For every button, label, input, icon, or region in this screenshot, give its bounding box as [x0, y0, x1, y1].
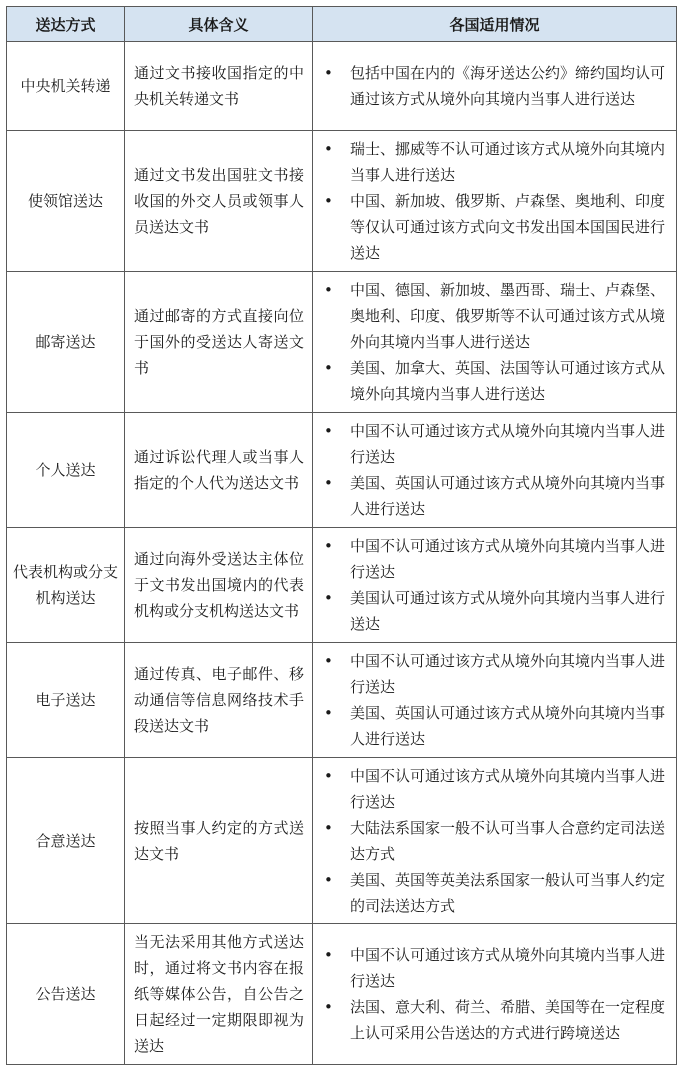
list-item [324, 355, 668, 407]
method-cell: 个人送达 [7, 413, 125, 528]
meaning-cell: 按照当事人约定的方式送达文书 [125, 758, 313, 924]
list-item-text: 美国、英国认可通过该方式从境外向其境内当事人进行送达 [350, 474, 666, 518]
header-meaning: 具体含义 [125, 7, 313, 42]
list-item [324, 994, 668, 1046]
bullet-icon: • [324, 704, 333, 722]
situation-cell [313, 758, 677, 924]
table-row [7, 42, 677, 131]
situation-cell [313, 528, 677, 643]
situation-cell [313, 42, 677, 131]
list-item-text: 中国、新加坡、俄罗斯、卢森堡、奥地利、印度等仅认可通过该方式向文书发出国本国国民进行送达 [350, 192, 666, 262]
bullet-icon: • [324, 140, 333, 158]
bullet-icon: • [324, 818, 333, 837]
list-item [324, 277, 668, 355]
meaning-cell: 通过文书发出国驻文书接收国的外交人员或领事人员送达文书 [125, 131, 313, 272]
list-item [324, 700, 668, 752]
situation-cell [313, 272, 677, 413]
list-item-text: 美国、英国认可通过该方式从境外向其境内当事人进行送达 [350, 704, 666, 748]
method-cell: 代表机构或分支机构送达 [7, 528, 125, 643]
meaning-cell: 通过诉讼代理人或当事人指定的个人代为送达文书 [125, 413, 313, 528]
list-item [324, 136, 668, 188]
situation-cell [313, 131, 677, 272]
table-row [7, 924, 677, 1065]
bullet-icon: • [324, 422, 333, 440]
method-cell: 合意送达 [7, 758, 125, 924]
bullet-icon: • [324, 474, 333, 492]
list-item-text: 中国不认可通过该方式从境外向其境内当事人进行送达 [350, 422, 666, 466]
bullet-icon: • [324, 946, 333, 964]
method-cell: 邮寄送达 [7, 272, 125, 413]
list-item [324, 585, 668, 637]
list-item [324, 188, 668, 266]
method-cell: 电子送达 [7, 643, 125, 758]
header-row [7, 7, 677, 42]
bullet-icon: • [324, 64, 333, 82]
meaning-cell: 通过文书接收国指定的中央机关转递文书 [125, 42, 313, 131]
list-item [324, 763, 668, 815]
list-item [324, 533, 668, 585]
list-item-text: 中国不认可通过该方式从境外向其境内当事人进行送达 [350, 652, 666, 696]
list-item [324, 867, 668, 919]
bullet-icon: • [324, 537, 333, 555]
list-item [324, 648, 668, 700]
list-item-text: 中国不认可通过该方式从境外向其境内当事人进行送达 [350, 766, 666, 811]
header-method: 送达方式 [7, 7, 125, 42]
table-row [7, 131, 677, 272]
list-item-text: 美国认可通过该方式从境外向其境内当事人进行送达 [350, 589, 666, 633]
table-row [7, 643, 677, 758]
list-item [324, 418, 668, 470]
meaning-cell: 通过传真、电子邮件、移动通信等信息网络技术手段送达文书 [125, 643, 313, 758]
meaning-cell: 通过向海外受送达主体位于文书发出国境内的代表机构或分支机构送达文书 [125, 528, 313, 643]
list-item-text: 法国、意大利、荷兰、希腊、美国等在一定程度上认可采用公告送达的方式进行跨境送达 [350, 998, 666, 1042]
list-item [324, 470, 668, 522]
table-row [7, 413, 677, 528]
situation-cell [313, 643, 677, 758]
situation-cell [313, 924, 677, 1065]
list-item [324, 60, 668, 112]
method-cell: 使领馆送达 [7, 131, 125, 272]
service-methods-table [6, 6, 677, 1065]
bullet-icon: • [324, 652, 333, 670]
bullet-icon: • [324, 766, 333, 785]
list-item-text: 中国不认可通过该方式从境外向其境内当事人进行送达 [350, 946, 666, 990]
meaning-cell: 当无法采用其他方式送达时，通过将文书内容在报纸等媒体公告，自公告之日起经过一定期限即视为送达 [125, 924, 313, 1065]
list-item [324, 815, 668, 867]
list-item-text: 美国、英国等英美法系国家一般认可当事人约定的司法送达方式 [350, 870, 666, 915]
table-row [7, 528, 677, 643]
bullet-icon: • [324, 998, 333, 1016]
table-row [7, 758, 677, 924]
header-situation: 各国适用情况 [313, 7, 677, 42]
method-cell: 公告送达 [7, 924, 125, 1065]
list-item-text: 中国、德国、新加坡、墨西哥、瑞士、卢森堡、奥地利、印度、俄罗斯等不认可通过该方式从境外向其境内当事人进行送达 [350, 281, 666, 351]
list-item-text: 中国不认可通过该方式从境外向其境内当事人进行送达 [350, 537, 666, 581]
situation-cell [313, 413, 677, 528]
list-item-text: 包括中国在内的《海牙送达公约》缔约国均认可通过该方式从境外向其境内当事人进行送达 [350, 64, 666, 108]
bullet-icon: • [324, 359, 333, 377]
list-item-text: 瑞士、挪威等不认可通过该方式从境外向其境内当事人进行送达 [350, 140, 666, 184]
bullet-icon: • [324, 870, 333, 889]
meaning-cell: 通过邮寄的方式直接向位于国外的受送达人寄送文书 [125, 272, 313, 413]
bullet-icon: • [324, 281, 333, 299]
table-row [7, 272, 677, 413]
bullet-icon: • [324, 192, 333, 210]
bullet-icon: • [324, 589, 333, 607]
list-item [324, 942, 668, 994]
list-item-text: 美国、加拿大、英国、法国等认可通过该方式从境外向其境内当事人进行送达 [350, 359, 666, 403]
method-cell: 中央机关转递 [7, 42, 125, 131]
list-item-text: 大陆法系国家一般不认可当事人合意约定司法送达方式 [350, 818, 666, 863]
